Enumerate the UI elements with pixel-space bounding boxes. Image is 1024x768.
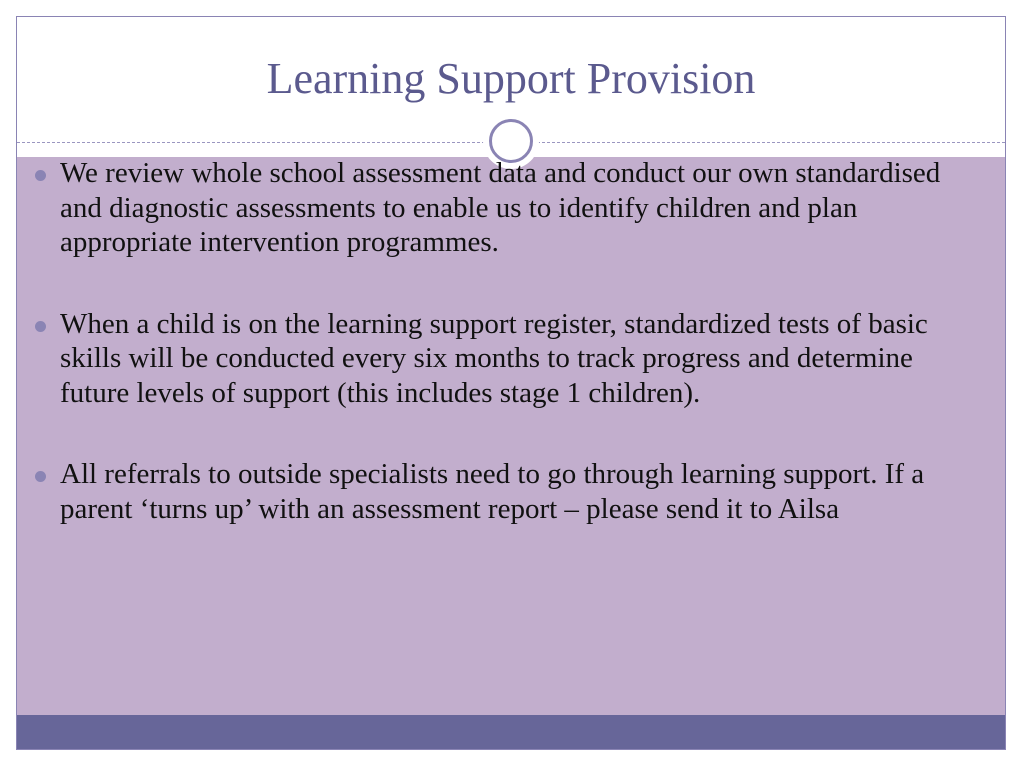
slide-title: Learning Support Provision xyxy=(266,54,756,103)
bullet-item xyxy=(30,307,950,411)
bullet-text: All referrals to outside specialists need to go through learning support. If a parent ‘turns up’ with an assessment report – please send it to Ailsa xyxy=(60,458,925,525)
bullet-list xyxy=(30,156,950,573)
bullet-dot-icon xyxy=(35,170,46,181)
bullet-text: We review whole school assessment data and conduct our own standardised and diagnostic assessments to enable us to identify children and plan appropriate intervention programmes. xyxy=(60,157,941,258)
bullet-dot-icon xyxy=(35,471,46,482)
bullet-item xyxy=(30,457,950,526)
footer-band xyxy=(17,715,1005,750)
bullet-text: When a child is on the learning support register, standardized tests of basic skills will be conducted every six months to track progress and determine future levels of support (this includes stage 1 children). xyxy=(60,307,928,409)
bullet-item xyxy=(30,156,950,260)
bullet-dot-icon xyxy=(35,321,46,332)
